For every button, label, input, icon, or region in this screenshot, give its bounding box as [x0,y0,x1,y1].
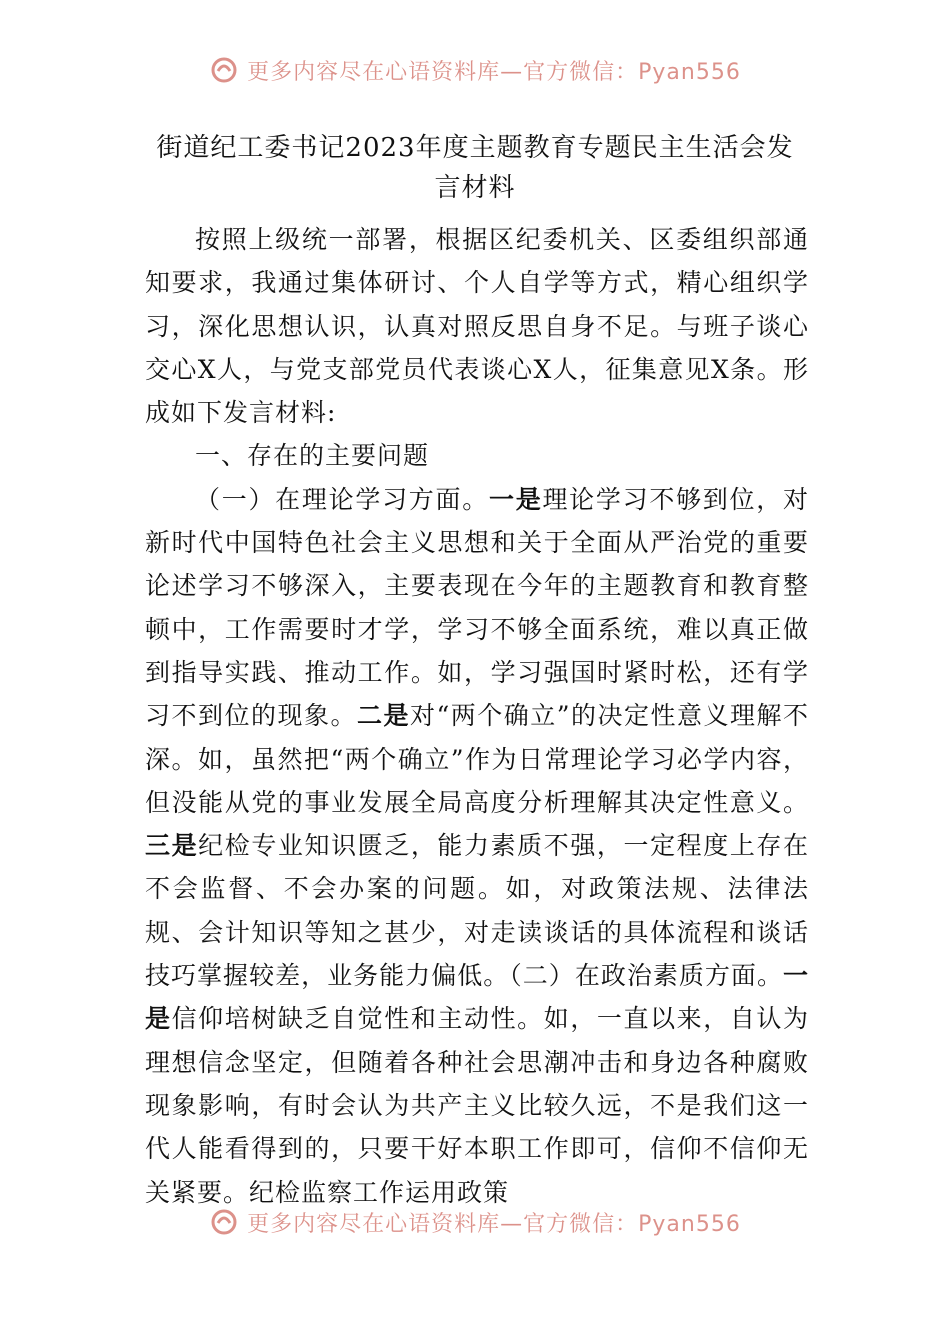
watermark-text: 更多内容尽在心语资料库—官方微信：Pyan556 [247,59,741,85]
point-marker: 二是 [356,701,410,731]
watermark-text: 更多内容尽在心语资料库—官方微信：Pyan556 [247,1211,741,1237]
problems-paragraph [145,478,809,1214]
point-text: 信仰培树缺乏自觉性和主动性。如，一直以来，自认为理想信念坚定，但随着各种社会思潮冲击和身边各种腐败现象影响，有时会认为共产主义比较久远，不是我们这一代人能看得到的，只要干好本职工作即可，信仰不信仰无关紧要。纪检监察工作运用政策 [145,1004,809,1207]
point-text: 理论学习不够到位，对新时代中国特色社会主义思想和关于全面从严治党的重要论述学习不够深入，主要表现在今年的主题教育和教育整顿中，工作需要时才学，学习不够全面系统，难以真正做到指导实践、推动工作。如，学习强国时紧时松，还有学习不到位的现象。 [145,484,809,731]
logo-icon [209,1207,239,1237]
subsection-title: （二）在政治素质方面。 [509,961,783,991]
intro-paragraph: 按照上级统一部署，根据区纪委机关、区委组织部通知要求，我通过集体研讨、个人自学等方式，精心组织学习，深化思想认识，认真对照反思自身不足。与班子谈心交心X人，与党支部党员代表谈心X人，征集意见X条。形成如下发言材料: [145,225,809,428]
page-title: 街道纪工委书记2023年度主题教育专题民主生活会发言材料 [156,133,794,203]
point-marker: 一是 [145,961,809,1034]
document-body [145,218,809,1214]
subsection-title: （一）在理论学习方面。 [195,484,489,514]
section-heading: 一、存在的主要问题 [195,441,430,471]
point-text: 对“两个确立”的决定性意义理解不深。如，虽然把“两个确立”作为日常理论学习必学内容，但没能从党的事业发展全局高度分析理解其决定性意义。 [145,701,809,817]
point-marker: 一是 [488,484,543,514]
watermark-top [0,50,950,90]
logo-icon [209,55,239,85]
point-text: 纪检专业知识匮乏，能力素质不强，一定程度上存在不会监督、不会办案的问题。如，对政策法规、法律法规、会计知识等知之甚少，对走读谈话的具体流程和谈话技巧掌握较差，业务能力偏低。 [145,831,809,991]
point-marker: 三是 [145,831,199,861]
watermark-bottom [0,1202,950,1242]
